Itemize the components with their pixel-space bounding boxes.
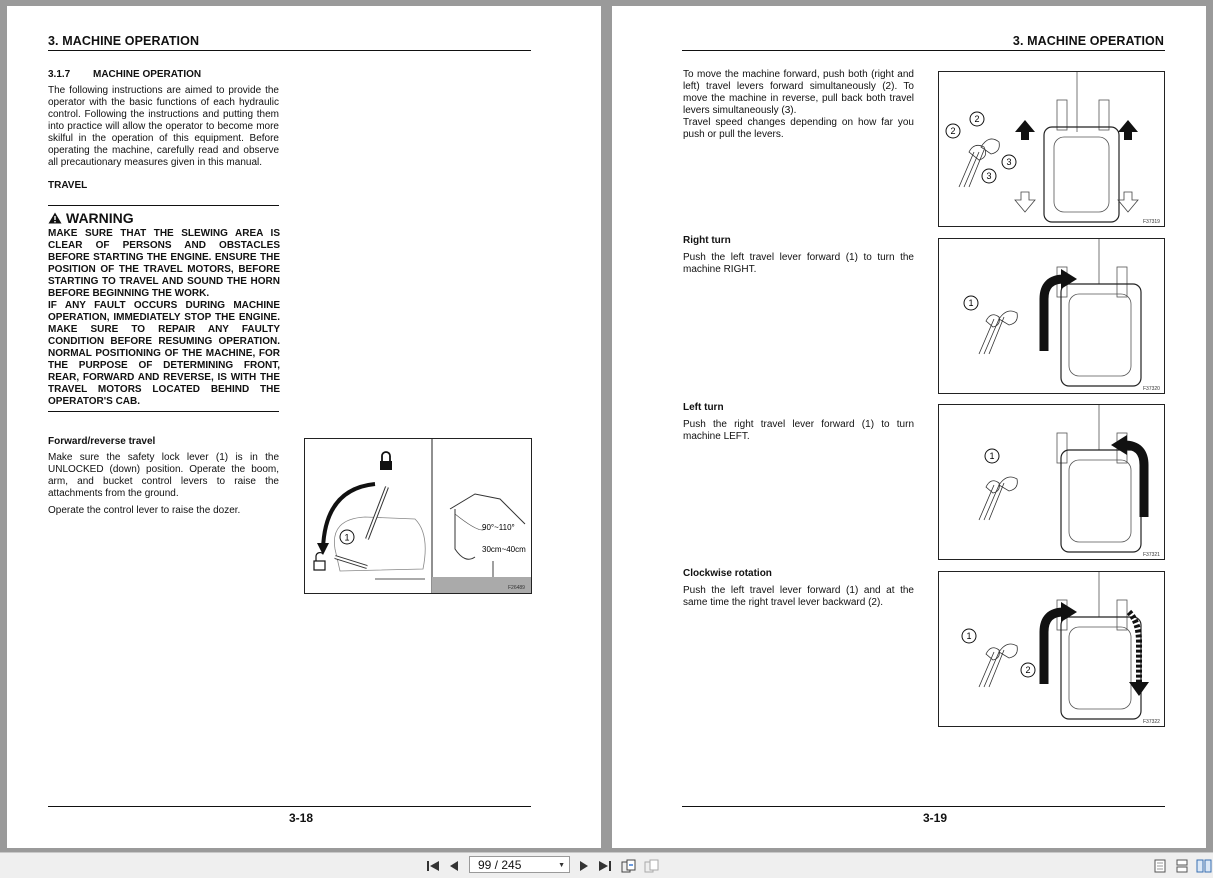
callout-1: 1 <box>344 532 350 543</box>
clockwise-heading: Clockwise rotation <box>683 568 772 579</box>
header-rule <box>48 50 531 51</box>
figure-code: F37321 <box>1143 552 1160 558</box>
svg-text:3: 3 <box>1006 157 1012 167</box>
figure-code: F37319 <box>1143 219 1160 225</box>
svg-text:1: 1 <box>989 451 995 461</box>
svg-text:2: 2 <box>974 114 980 124</box>
angle-label: 90°~110° <box>482 523 515 532</box>
height-label: 30cm~40cm <box>482 545 526 554</box>
figure-code: F26489 <box>508 585 525 591</box>
figure-code: F37322 <box>1143 719 1160 725</box>
viewer-toolbar <box>0 852 1213 878</box>
lever-illustration <box>305 439 531 593</box>
svg-text:2: 2 <box>1025 665 1031 675</box>
forward-reverse-text: Make sure the safety lock lever (1) is in the UNLOCKED (down) position. Operate the boom, arm, and bucket control levers to raise the attachments from the ground. <box>48 452 279 499</box>
right-turn-illustration <box>939 239 1164 393</box>
safety-lock-figure <box>304 438 532 594</box>
warning-title-text: WARNING <box>66 210 134 226</box>
figure-code: F37320 <box>1143 386 1160 392</box>
forward-reverse-figure <box>938 71 1165 227</box>
last-page-icon[interactable] <box>597 858 613 874</box>
page-indicator-text: 99 / 245 <box>478 858 522 872</box>
warning-bottom-rule <box>48 411 279 412</box>
forward-travel-text: To move the machine forward, push both (right and left) travel levers forward simultaneously (2). To move the machine in reverse, pull back both travel levers simultaneously (3). <box>683 69 914 116</box>
page-number: 3-18 <box>289 811 314 825</box>
warning-top-rule <box>48 205 279 206</box>
first-page-icon[interactable] <box>425 858 441 874</box>
right-document-page <box>612 6 1206 848</box>
warning-icon <box>48 212 62 224</box>
svg-text:1: 1 <box>966 631 972 641</box>
travel-levers-illustration <box>939 72 1164 226</box>
travel-heading: TRAVEL <box>48 180 88 191</box>
forward-reverse-heading: Forward/reverse travel <box>48 436 156 447</box>
page-number: 3-19 <box>923 811 948 825</box>
clockwise-text: Push the left travel lever forward (1) and at the same time the right travel lever backward (2). <box>683 585 914 608</box>
footer-rule <box>48 806 531 807</box>
page-header: 3. MACHINE OPERATION <box>1012 34 1164 48</box>
warning-title <box>48 210 134 226</box>
travel-speed-text: Travel speed changes depending on how far you push or pull the levers. <box>683 117 914 140</box>
right-turn-figure <box>938 238 1165 394</box>
section-number: 3.1.7 <box>48 69 71 80</box>
left-document-page <box>7 6 601 848</box>
header-rule <box>682 50 1165 51</box>
dozer-text: Operate the control lever to raise the dozer. <box>48 505 241 516</box>
section-title: MACHINE OPERATION <box>93 69 202 80</box>
svg-text:3: 3 <box>986 171 992 181</box>
two-page-view-icon[interactable] <box>1196 858 1212 874</box>
clockwise-rotation-figure <box>938 571 1165 727</box>
right-turn-heading: Right turn <box>683 235 731 246</box>
left-turn-illustration <box>939 405 1164 559</box>
rotate-icon[interactable] <box>621 858 637 874</box>
rotate-disabled-icon[interactable] <box>644 858 660 874</box>
page-number-select[interactable] <box>469 856 570 873</box>
warning-text-2: IF ANY FAULT OCCURS DURING MACHINE OPERATION, IMMEDIATELY STOP THE ENGINE. MAKE SURE TO REPAIR ANY FAULTY CONDITION BEFORE RESUMING OPERATION. NORMAL POSITIONING OF THE MACHINE, FOR THE PURPOSE OF DETERMINING FRONT, REAR, FORWARD AND REVERSE, IS WITH THE TRAVEL MOTORS LOCATED BEHIND THE OPERATOR'S CAB. <box>48 300 280 407</box>
warning-text: MAKE SURE THAT THE SLEWING AREA IS CLEAR OF PERSONS AND OBSTACLES BEFORE STARTING THE ENGINE. ENSURE THE POSITION OF THE TRAVEL MOTORS, BEFORE STARTING TO TRAVEL AND SOUND THE HORN BEFORE BEGINNING THE WORK. <box>48 228 280 299</box>
chevron-down-icon: ▼ <box>558 862 565 869</box>
intro-paragraph: The following instructions are aimed to provide the operator with the basic functions of each hydraulic control. Following the instructions and putting them into practice will allow the operator to become more skilful in the operation of this equipment. Before operating the machine, carefully read and observe all precautionary measures given in this manual. <box>48 85 279 168</box>
left-turn-heading: Left turn <box>683 402 724 413</box>
svg-text:1: 1 <box>968 298 974 308</box>
single-page-view-icon[interactable] <box>1153 858 1167 874</box>
right-turn-text: Push the left travel lever forward (1) to turn the machine RIGHT. <box>683 252 914 275</box>
clockwise-illustration <box>939 572 1164 726</box>
continuous-view-icon[interactable] <box>1175 858 1189 874</box>
prev-page-icon[interactable] <box>447 858 461 874</box>
left-turn-figure <box>938 404 1165 560</box>
left-turn-text: Push the right travel lever forward (1) to turn machine LEFT. <box>683 419 914 442</box>
next-page-icon[interactable] <box>577 858 591 874</box>
page-header: 3. MACHINE OPERATION <box>48 34 200 48</box>
svg-text:2: 2 <box>950 126 956 136</box>
footer-rule <box>682 806 1165 807</box>
